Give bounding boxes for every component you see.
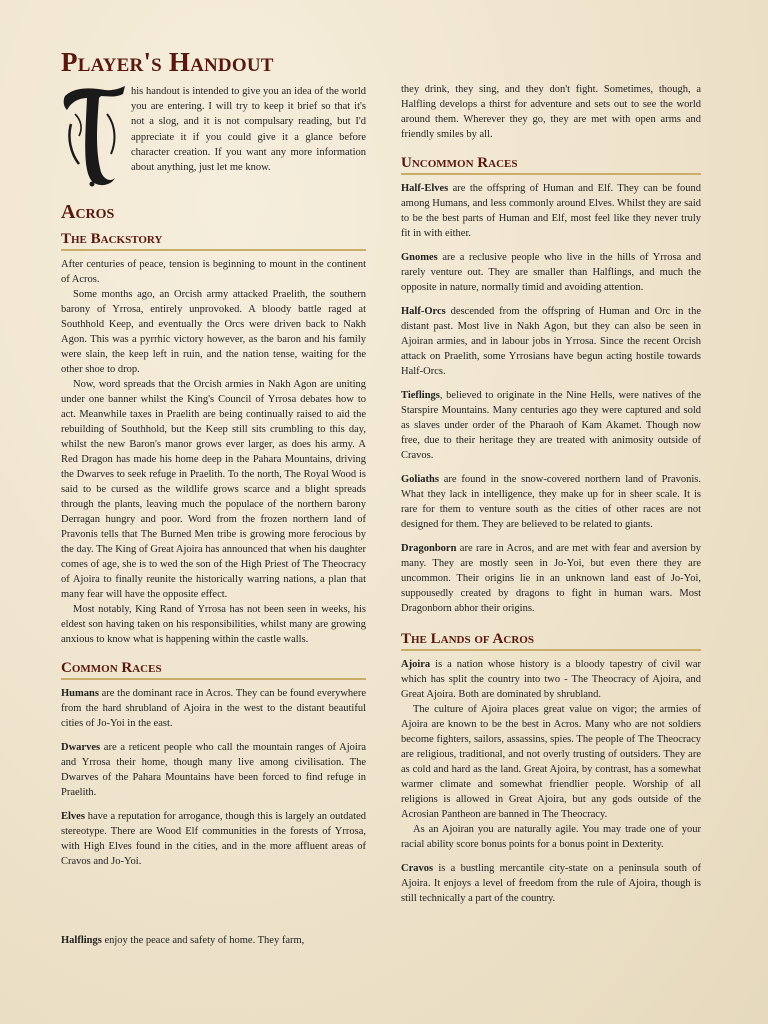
race-entry-dragonborn: Dragonborn are rare in Acros, and are met with fear and aversion by many. They are mostly seen in Jo-Yoi, but even there they are uncommon. Their origins lie in an unknown land east of Jo-Yoi, suppousedly created by dragons to fight in human wars. Most Dragonborn abhor their origins. <box>401 543 701 614</box>
race-name: Goliaths <box>401 474 439 485</box>
dropcap-t-icon <box>61 84 127 188</box>
page-title: Player's Handout <box>61 47 274 77</box>
land-entry-ajoira: Ajoira is a nation whose history is a bloody tapestry of civil war which has split the country into two - The Theocracy of Ajoira, and Great Ajoira. Both are dominated by shrubland. <box>401 659 701 700</box>
race-name: Dwarves <box>61 742 101 753</box>
heading-backstory: The Backstory <box>61 230 366 251</box>
race-name: Gnomes <box>401 252 438 263</box>
race-entry-dwarves: Dwarves are a reticent people who call the mountain ranges of Ajoira and Yrrosa their home, though many live among civilisation. The Dwarves of the Pahara Mountains have been forced to find refuge in Praelith. <box>61 742 366 798</box>
land-name: Ajoira <box>401 659 431 670</box>
intro-block <box>61 84 366 194</box>
intro-text: his handout is intended to give you an idea of the world you are entering. I will try to keep it brief so that it's not a slog, and it is not compulsary reading, but I'd appreciate it if you could give it a glance before character creation. If you want any more information about anything, just let me know. <box>131 86 366 174</box>
race-entry-half-elves: Half-Elves are the offspring of Human and Elf. They can be found among Humans, and less commonly around Elves. Whilst they are said to be the best parts of Human and Elf, most feel like they never truly fit in with either. <box>401 183 701 239</box>
race-name: Tieflings <box>401 390 440 401</box>
race-entry-halflings-continued: they drink, they sing, and they don't fight. Sometimes, though, a Halfling develops a thirst for adventure and sets out to see the world around them. Wherever they go, they are met with open arms and friendly smiles by all. <box>401 84 701 140</box>
heading-common-races: Common Races <box>61 659 366 680</box>
right-column <box>401 82 701 906</box>
ajoira-agile-paragraph: As an Ajoiran you are naturally agile. You may trade one of your racial ability score bonus points for a bonus point in Dexterity. <box>401 824 701 850</box>
race-entry-tieflings: Tieflings, believed to originate in the Nine Hells, were natives of the Starspire Mountains. Many centuries ago they were captured and sold as slaves under order of the Pharaoh of Kam Akamet. Though now free, due to their heritage they are treated with animosity outside of Cravos. <box>401 390 701 461</box>
race-entry-half-orcs: Half-Orcs descended from the offspring of Human and Orc in the distant past. Most live in Nakh Agon, but they can also be seen in Ajoiran armies, and in labour jobs in Yrrosa. Since the recent Orcish attack on Praelith, some Yrrosians have begun acting hostile towards Half-Orcs. <box>401 306 701 377</box>
section-heading-acros: Acros <box>61 201 115 223</box>
ajoira-culture-paragraph: The culture of Ajoira places great value on vigor; the armies of Ajoira are known to be the best in Acros. Many who are not soldiers become fighters, sailors, assassins, spies. The people of The Theocracy are religious, traditional, and not overly trusting of outsiders. They are as cold and hard as the land. Great Ajoira, by contrast, has a somewhat warmer climate and somewhat friendlier people. Worship of all religions is allowed in Great Ajoira, but any gods outside of the Acrosian Pantheon are banned in The Theocracy. <box>401 704 701 820</box>
heading-uncommon-races: Uncommon Races <box>401 154 701 175</box>
race-entry-elves: Elves have a reputation for arrogance, though this is largely an outdated stereotype. There are Wood Elf communities in the forests of Yrrosa, with High Elves found in the cities, and in the more affluent areas of Cravos and Jo-Yoi. <box>61 811 366 867</box>
race-entry-humans: Humans are the dominant race in Acros. They can be found everywhere from the hard shrubland of Ajoira in the west to the distant beautiful cities of Jo-Yoi in the east. <box>61 688 366 729</box>
race-name: Humans <box>61 688 99 699</box>
land-name: Cravos <box>401 863 434 874</box>
race-name: Dragonborn <box>401 543 457 554</box>
left-column <box>61 200 366 869</box>
race-name: Halflings <box>61 935 102 946</box>
race-entry-halflings: Halflings enjoy the peace and safety of home. They farm, <box>61 935 305 946</box>
backstory-paragraph: Most notably, King Rand of Yrrosa has not been seen in weeks, his eldest son having taken on his responsibilities, whilst many are growing anxious to know what is happening within the castle walls. <box>61 604 366 645</box>
race-name: Elves <box>61 811 85 822</box>
race-name: Half-Elves <box>401 183 449 194</box>
heading-lands-of-acros: The Lands of Acros <box>401 630 701 651</box>
race-name: Half-Orcs <box>401 306 446 317</box>
backstory-paragraph: Now, word spreads that the Orcish armies in Nakh Agon are uniting under one banner whilst the King's Council of Yrrosa debates how to act. Meanwhile taxes in Praelith are being continually raised to aid the rebuilding of Southhold, but the Keep still sits crumbling to this day, whilst the new Baron's manor grows ever larger, as does his army. A Red Dragon has made his home deep in the Pahara Mountains, driving the Dwarves to seek refuge in Praelith. To the north, The Royal Wood is said to be cursed as the wildlife grows scarce and a blight spreads through the plants, leaving much the populace of the northern barony Derragan hungry and poor. Word from the frozen northern land of Pravonis tells that The Burned Men tribe is growing more ferocious by the day. The King of Great Ajoira has announced that when his daughter comes of age, she is to wed the son of the High Priest of The Theocracy of Ajoira to finally reunite the historically warring nations, a plan that many fear will have the opposite effect. <box>61 379 366 600</box>
race-entry-goliaths: Goliaths are found in the snow-covered northern land of Pravonis. What they lack in intelligence, they make up for in sheer scale. It is rare for them to venture south as the cities of other races are not designed for them. They are believed to be related to giants. <box>401 474 701 530</box>
race-entry-gnomes: Gnomes are a reclusive people who live in the hills of Yrrosa and rarely venture out. They are smaller than Halflings, and much the opposite in nature, normally timid and avoiding attention. <box>401 252 701 293</box>
backstory-paragraph: Some months ago, an Orcish army attacked Praelith, the southern barony of Yrrosa, entirely unprovoked. A bloody battle raged at Southhold Keep, and eventually the Orcs were driven back to Nakh Agon. This was a pyrrhic victory however, as the baron and his family were slain, the keep left in ruin, and the nation tense, waiting for the other shoe to drop. <box>61 289 366 375</box>
backstory-paragraph: After centuries of peace, tension is beginning to mount in the continent of Acros. <box>61 259 366 285</box>
land-entry-cravos: Cravos is a bustling mercantile city-state on a peninsula south of Ajoira. It enjoys a level of freedom from the rule of Ajoira, though is still technically a part of the country. <box>401 863 701 904</box>
